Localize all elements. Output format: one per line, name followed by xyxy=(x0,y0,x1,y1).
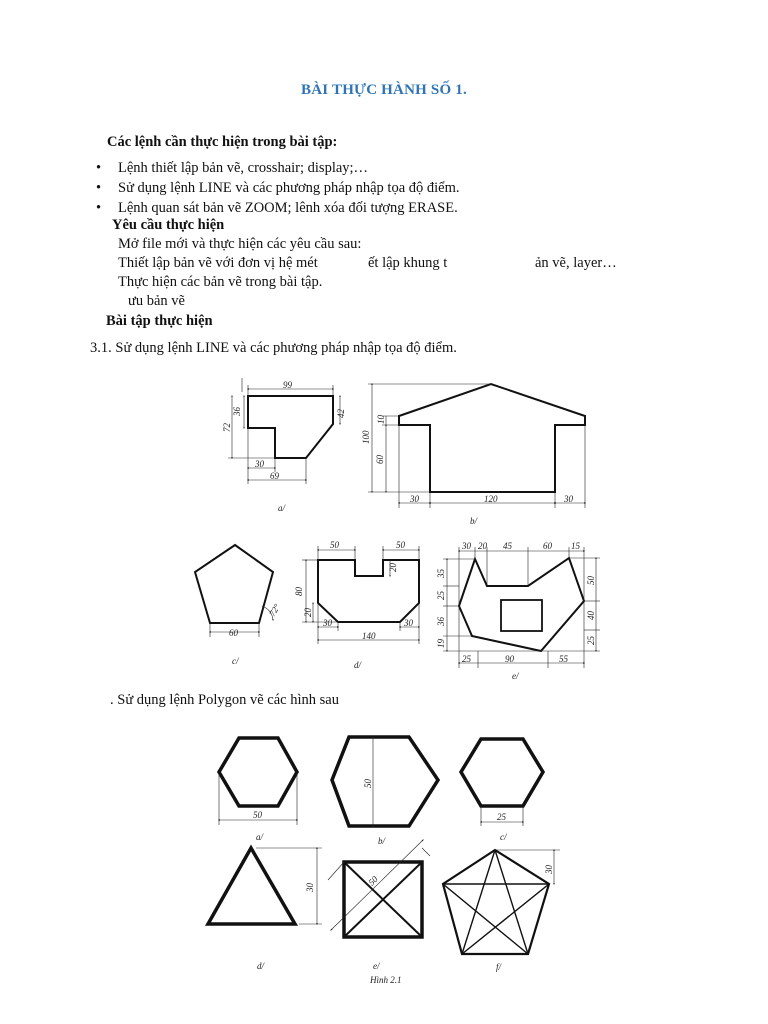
dim-label: 50 xyxy=(366,873,380,888)
requirement-line: ưu bản vẽ xyxy=(128,293,185,309)
dim-label: 30 xyxy=(410,494,419,504)
polygon-b-shape xyxy=(332,737,438,826)
figure-caption: b/ xyxy=(470,516,478,526)
dim-label: 10 xyxy=(376,415,386,424)
figure-caption: a/ xyxy=(278,503,286,513)
dim-label: 100 xyxy=(361,430,371,444)
dim-label: 25 xyxy=(497,812,506,822)
dim-label: 19 xyxy=(436,639,446,648)
polygon-f-shape xyxy=(443,850,549,954)
figure-e-shape xyxy=(459,558,584,651)
list-item: • Lệnh quan sát bản vẽ ZOOM; lênh xóa đối tượng ERASE. xyxy=(94,198,460,218)
figure-caption: f/ xyxy=(496,962,502,972)
dim-label: 80 xyxy=(294,587,304,596)
figure-b-shape xyxy=(399,384,585,492)
figure-main-caption: Hình 2.1 xyxy=(370,975,402,985)
dim-label: 30 xyxy=(255,459,264,469)
figure-c-shape xyxy=(195,545,273,623)
dim-label: 90 xyxy=(505,654,514,664)
figure-caption: c/ xyxy=(500,832,507,842)
commands-heading: Các lệnh cần thực hiện trong bài tập: xyxy=(107,134,338,150)
figure-b-dimensions xyxy=(368,384,585,508)
dim-label: 60 xyxy=(375,455,385,464)
figure-caption: c/ xyxy=(232,656,239,666)
dim-label: 69 xyxy=(270,471,279,481)
dim-label: 50 xyxy=(586,576,596,585)
requirement-line: Thiết lập bản vẽ với đơn vị hệ mét xyxy=(118,255,318,271)
figure-caption: b/ xyxy=(378,836,386,846)
exercise-heading: Bài tập thực hiện xyxy=(106,313,213,329)
dim-label: 30 xyxy=(564,494,573,504)
dim-label: 35 xyxy=(436,569,446,578)
figure-a-shape xyxy=(248,396,333,458)
dim-label: 15 xyxy=(571,541,580,551)
dim-label: 72° xyxy=(267,602,283,618)
dim-label: 20 xyxy=(388,563,398,572)
dim-label: 99 xyxy=(283,380,292,390)
dim-label: 72 xyxy=(222,423,232,432)
figure-d-shape xyxy=(318,560,419,622)
list-item: • Lệnh thiết lập bản vẽ, crosshair; display;… xyxy=(94,158,460,178)
section-31-label: 3.1. Sử dụng lệnh LINE và các phương pháp nhập tọa độ điểm. xyxy=(90,340,457,356)
dim-label: 40 xyxy=(586,611,596,620)
dim-label: 60 xyxy=(229,628,238,638)
dim-label: 30 xyxy=(323,618,332,628)
figure-c-dimensions xyxy=(210,606,273,637)
dim-label: 25 xyxy=(436,591,446,600)
dim-label: 30 xyxy=(462,541,471,551)
dim-label: 20 xyxy=(478,541,487,551)
dim-label: 36 xyxy=(232,407,242,416)
dim-label: 50 xyxy=(253,810,262,820)
dim-label: 30 xyxy=(404,618,413,628)
dim-label: 42 xyxy=(336,409,346,418)
dim-label: 45 xyxy=(503,541,512,551)
figure-caption: d/ xyxy=(354,660,362,670)
list-item: • Sử dụng lệnh LINE và các phương pháp nhập tọa độ điểm. xyxy=(94,178,460,198)
dim-label: 50 xyxy=(363,779,373,788)
figure-caption: e/ xyxy=(512,671,519,681)
dim-label: 36 xyxy=(436,617,446,626)
figure-caption: e/ xyxy=(373,961,380,971)
requirement-line: Mở file mới và thực hiện các yêu cầu sau: xyxy=(118,236,362,252)
figure-caption: a/ xyxy=(256,832,264,842)
section-polygon-label: . Sử dụng lệnh Polygon vẽ các hình sau xyxy=(110,692,339,708)
dim-label: 25 xyxy=(462,654,471,664)
dim-label: 25 xyxy=(586,636,596,645)
dim-label: 30 xyxy=(544,865,554,874)
dim-label: 30 xyxy=(305,883,315,892)
dim-label: 20 xyxy=(303,608,313,617)
requirements-heading: Yêu cầu thực hiện xyxy=(112,217,225,233)
dim-label: 50 xyxy=(330,540,339,550)
polygon-d-shape xyxy=(208,848,295,924)
figure-a-dimensions xyxy=(228,378,340,484)
figure-e-dimensions xyxy=(443,547,600,668)
dim-label: 60 xyxy=(543,541,552,551)
dim-label: 140 xyxy=(362,631,376,641)
polygon-a-shape xyxy=(219,738,297,806)
polygon-e-shape xyxy=(344,862,422,937)
dim-label: 120 xyxy=(484,494,498,504)
dim-label: 55 xyxy=(559,654,568,664)
requirement-line: Thực hiện các bản vẽ trong bài tập. xyxy=(118,274,323,290)
requirement-line-fragment: ết lập khung t xyxy=(368,255,448,271)
polygon-c-shape xyxy=(461,739,543,806)
dim-label: 50 xyxy=(396,540,405,550)
requirement-line-fragment: ản vẽ, layer… xyxy=(535,255,617,271)
page-title: BÀI THỰC HÀNH SỐ 1. xyxy=(301,82,467,98)
figure-caption: d/ xyxy=(257,961,265,971)
